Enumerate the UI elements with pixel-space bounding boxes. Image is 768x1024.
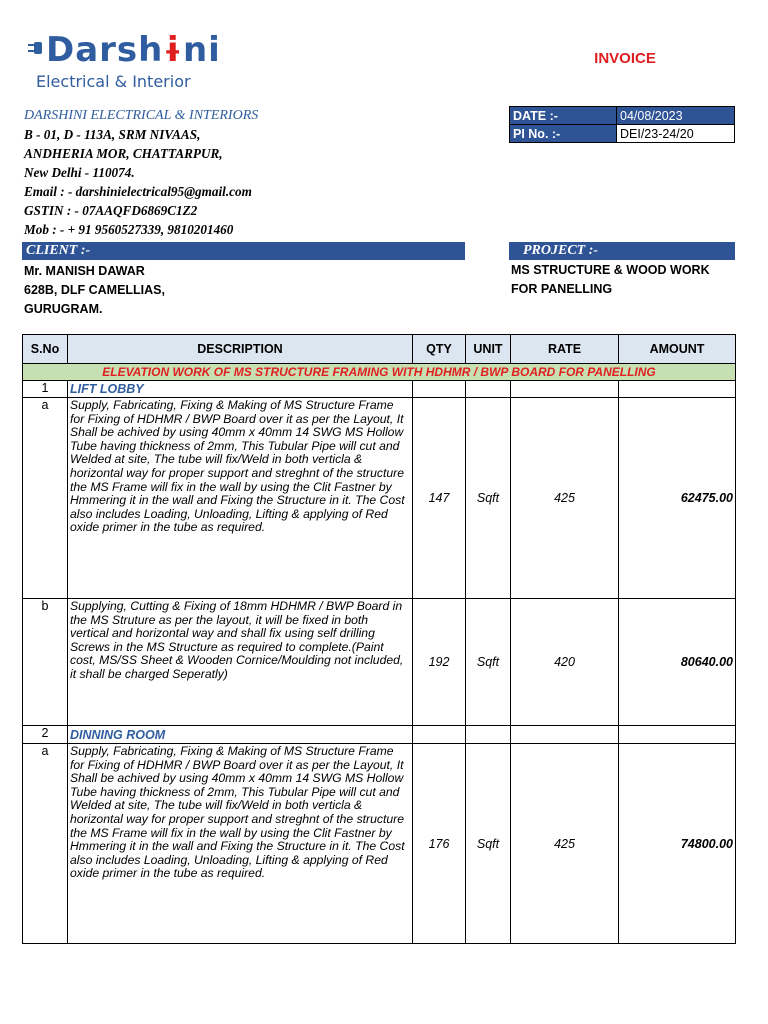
client-address-line2: GURUGRAM. (24, 302, 103, 316)
table-row (23, 398, 736, 599)
client-address-line1: 628B, DLF CAMELLIAS, (24, 283, 165, 297)
item-sno: a (23, 398, 68, 599)
company-name: DARSHINI ELECTRICAL & INTERIORS (24, 108, 259, 123)
group-title: DINNING ROOM (68, 726, 413, 744)
table-row (23, 744, 736, 944)
section-row (23, 364, 736, 381)
company-info (24, 106, 258, 239)
company-gstin: GSTIN : - 07AAQFD6869C1Z2 (24, 203, 198, 218)
group-title: LIFT LOBBY (68, 381, 413, 398)
item-amount: 74800.00 (619, 744, 736, 944)
item-amount: 80640.00 (619, 599, 736, 726)
section-title: ELEVATION WORK OF MS STRUCTURE FRAMING WITH HDHMR / BWP BOARD FOR PANELLING (23, 364, 736, 381)
project-info (511, 261, 710, 299)
logo-wordmark: Darshɨni (46, 30, 221, 70)
date-label: DATE :- (510, 107, 617, 125)
item-unit: Sqft (466, 398, 511, 599)
project-line1: MS STRUCTURE & WOOD WORK (511, 263, 710, 277)
project-line2: FOR PANELLING (511, 282, 613, 296)
item-qty: 147 (413, 398, 466, 599)
item-sno: b (23, 599, 68, 726)
header-sno: S.No (23, 335, 68, 364)
item-qty: 176 (413, 744, 466, 944)
header-qty: QTY (413, 335, 466, 364)
item-sno: a (23, 744, 68, 944)
company-address-line1: B - 01, D - 113A, SRM NIVAAS, (24, 127, 201, 142)
item-description: Supply, Fabricating, Fixing & Making of MS Structure Frame for Fixing of HDHMR / BWP Board over it as per the Layout, It Shall be achived by using 40mm x 40mm 14 SWG MS Hollow Tube having thickness of 2mm, This Tubular Pipe will cut and Welded at site, The tube will fix/Weld in both verticla & horizontal way for proper support and streghnt of the structure the MS Frame will fix in the wall by using the Clit Fastner by Hmmering it in the wall and Fixing the Structure in it. The Cost also includes Loading, Unloading, Lifting & applying of Red oxide primer in the tube as required. (68, 744, 413, 944)
table-header-row (23, 335, 736, 364)
company-address-line2: ANDHERIA MOR, CHATTARPUR, (24, 146, 223, 161)
invoice-title: INVOICE (594, 50, 656, 67)
client-header: CLIENT :- (22, 242, 465, 260)
item-rate: 420 (511, 599, 619, 726)
logo-tagline: Electrical & Interior (36, 72, 191, 91)
item-rate: 425 (511, 398, 619, 599)
group-row (23, 726, 736, 744)
pi-row (510, 125, 735, 143)
company-address-line3: New Delhi - 110074. (24, 165, 135, 180)
header-description: DESCRIPTION (68, 335, 413, 364)
item-description: Supplying, Cutting & Fixing of 18mm HDHMR / BWP Board in the MS Struture as per the layout, it will be fixed in both vertical and horizontal way and shall fix using self drilling Screws in the MS Structure as required to complete.(Paint cost, MS/SS Sheet & Wooden Cornice/Moulding not included, it shall be charged Seperatly) (68, 599, 413, 726)
client-name: Mr. MANISH DAWAR (24, 264, 145, 278)
header-rate: RATE (511, 335, 619, 364)
item-unit: Sqft (466, 599, 511, 726)
header-amount: AMOUNT (619, 335, 736, 364)
table-row (23, 599, 736, 726)
item-qty: 192 (413, 599, 466, 726)
item-amount: 62475.00 (619, 398, 736, 599)
date-row (510, 107, 735, 125)
group-row (23, 381, 736, 398)
item-unit: Sqft (466, 744, 511, 944)
item-rate: 425 (511, 744, 619, 944)
group-sno: 1 (23, 381, 68, 398)
pi-label: PI No. :- (510, 125, 617, 143)
plug-icon (28, 40, 42, 56)
project-header: PROJECT :- (509, 242, 735, 260)
pi-value: DEI/23-24/20 (617, 125, 735, 143)
header-unit: UNIT (466, 335, 511, 364)
items-table (22, 334, 736, 944)
invoice-meta (509, 106, 735, 143)
item-description: Supply, Fabricating, Fixing & Making of MS Structure Frame for Fixing of HDHMR / BWP Board over it as per the Layout, It Shall be achived by using 40mm x 40mm 14 SWG MS Hollow Tube having thickness of 2mm, This Tubular Pipe will cut and Welded at site, The tube will fix/Weld in both verticla & horizontal way for proper support and streghnt of the structure the MS Frame will fix in the wall by using the Clit Fastner by Hmmering it in the wall and Fixing the Structure in it. The Cost also includes Loading, Unloading, Lifting & applying of Red oxide primer in the tube as required. (68, 398, 413, 599)
date-value: 04/08/2023 (617, 107, 735, 125)
client-info (24, 262, 165, 319)
group-sno: 2 (23, 726, 68, 744)
company-email: Email : - darshinielectrical95@gmail.com (24, 184, 252, 199)
company-logo (28, 30, 228, 96)
company-mobile: Mob : - + 91 9560527339, 9810201460 (24, 222, 234, 237)
